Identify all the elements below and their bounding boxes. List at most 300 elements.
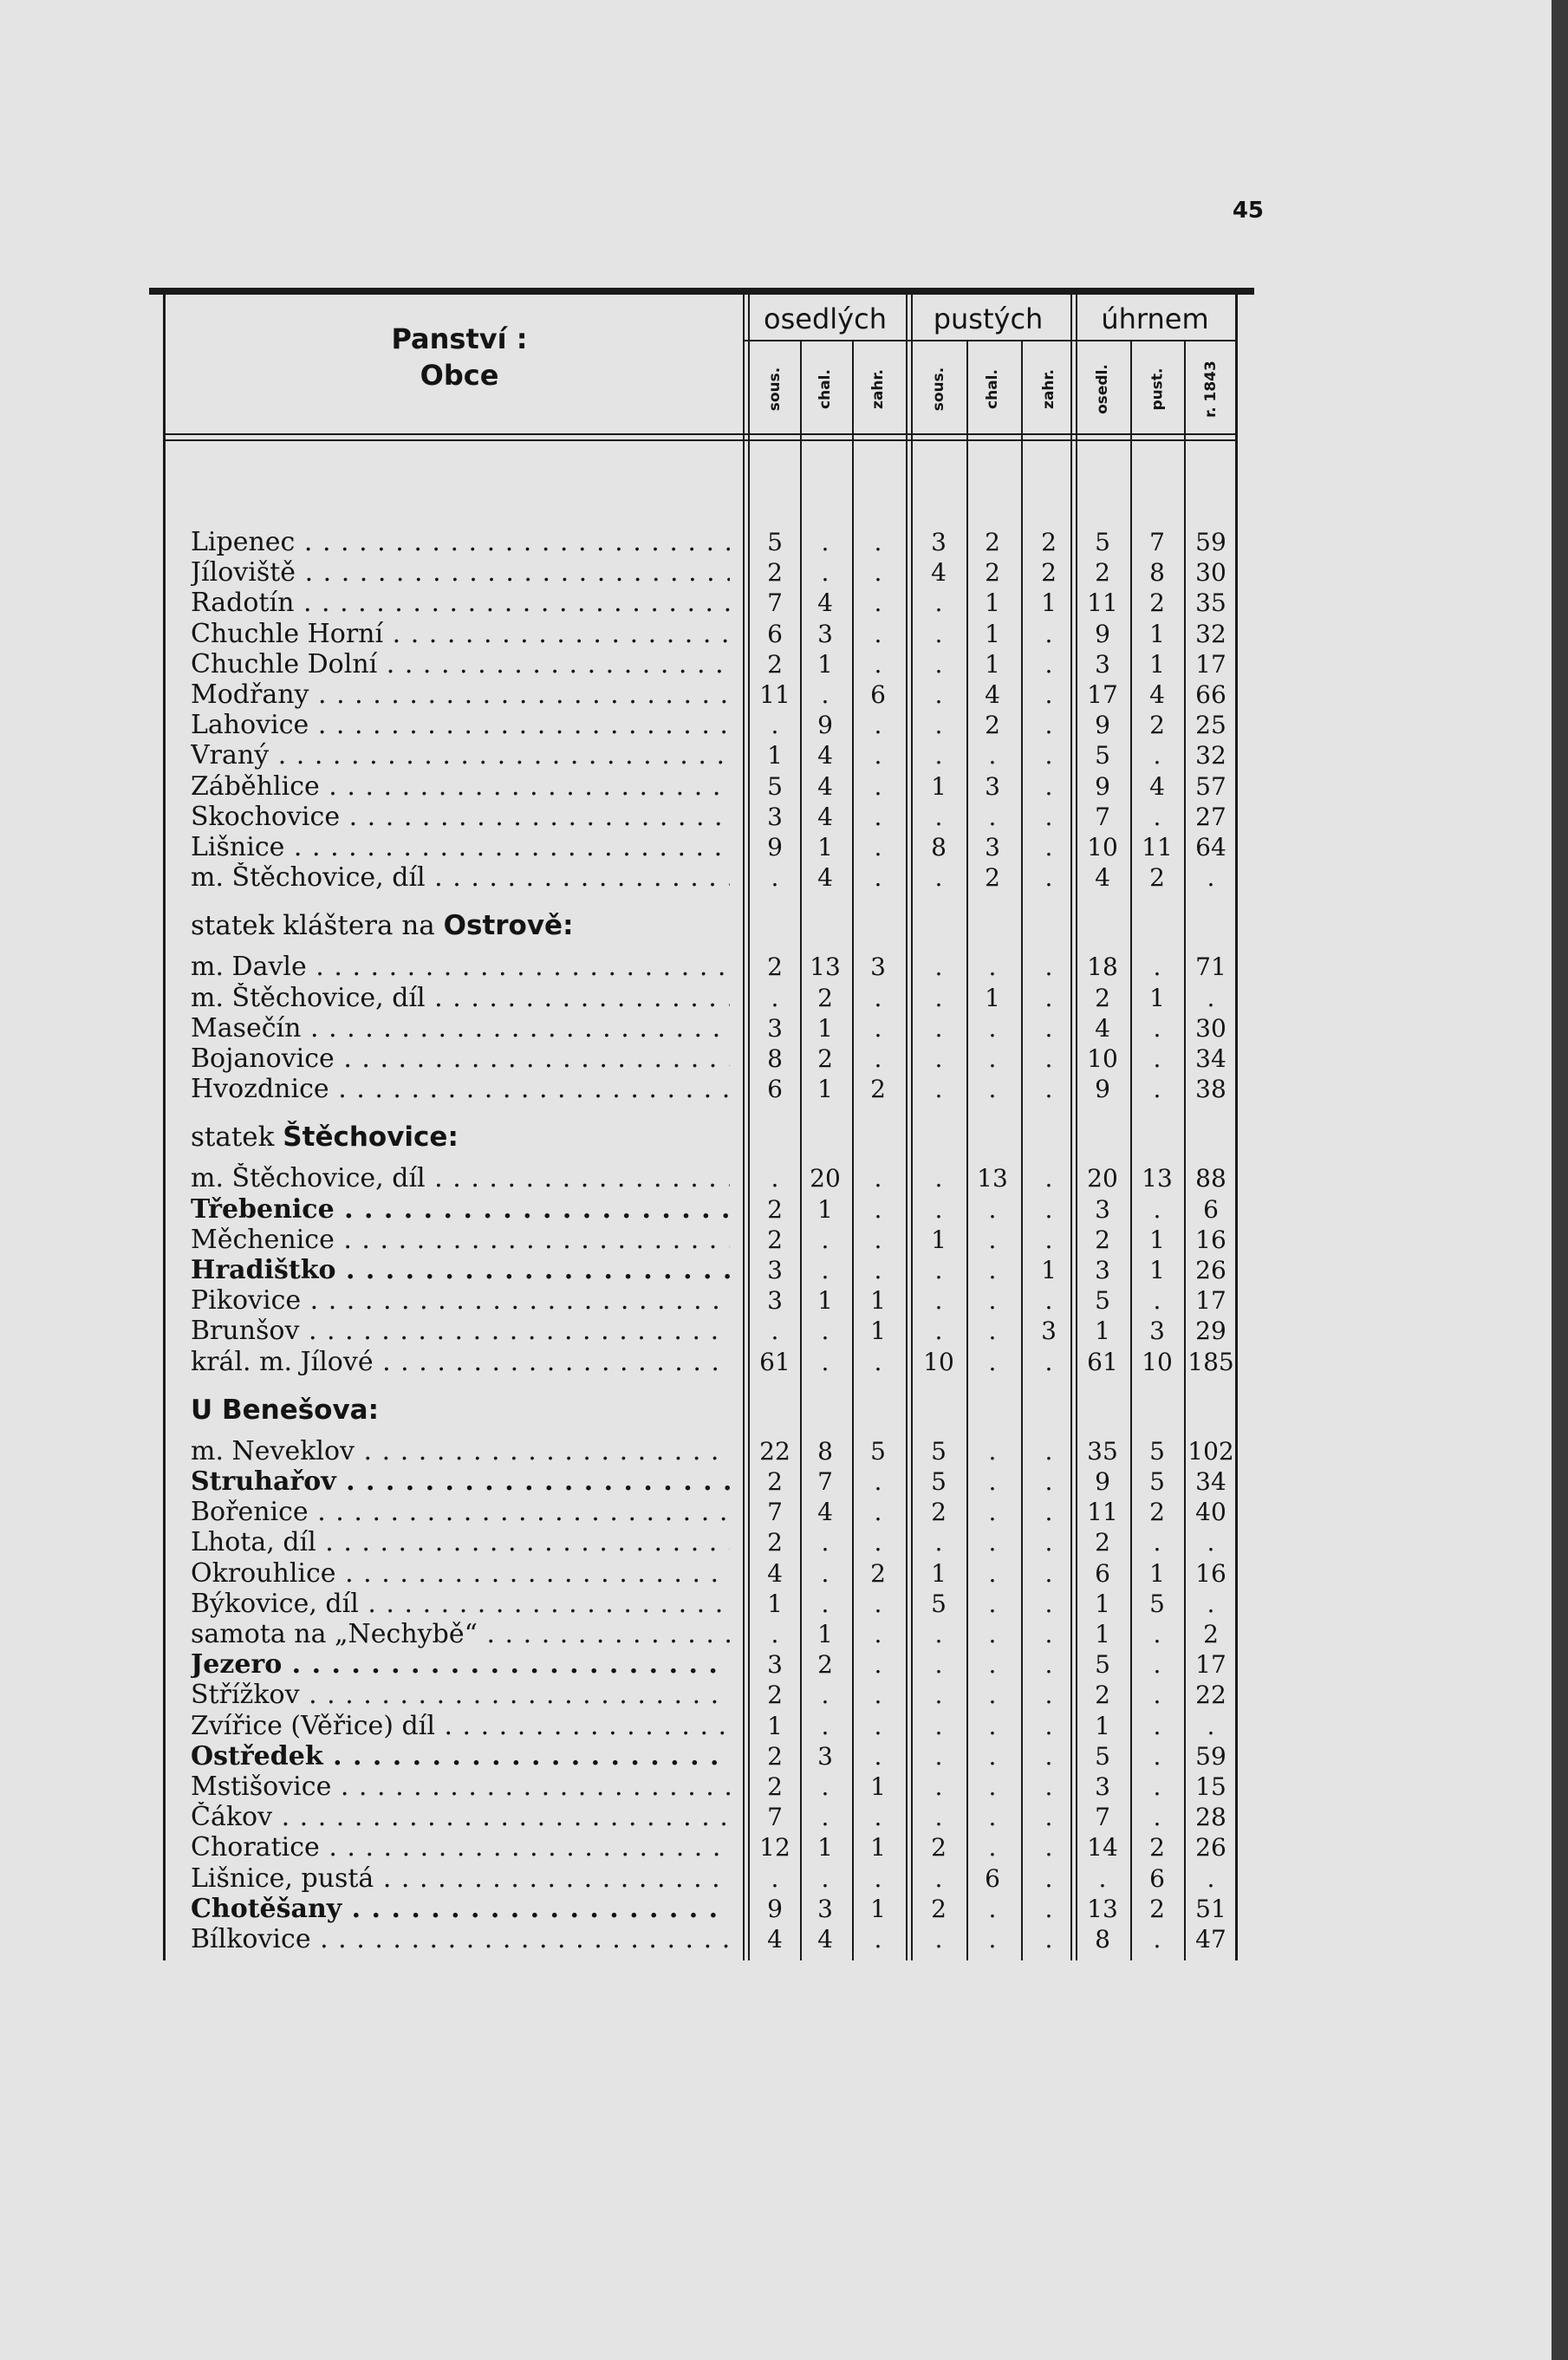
col-settled-gardeners-cell: . xyxy=(874,863,882,893)
col-deserted-farmers-cell: 5 xyxy=(931,1589,947,1618)
col-settled-gardeners-cell: . xyxy=(874,619,882,648)
col-deserted-gardeners-cell: . xyxy=(1044,983,1053,1012)
col-settled-farmers-cell: 2 xyxy=(767,558,783,588)
municipality-name: Hvozdnice . . . xyxy=(191,1074,730,1104)
col-settled-cottagers-header xyxy=(799,342,851,436)
col-settled-farmers-cell: 1 xyxy=(767,741,783,770)
col-total-1843-cell: 6 xyxy=(1203,1194,1219,1224)
col-deserted-cottagers-cell: . xyxy=(988,1467,997,1496)
municipality-name: Brunšov . . . xyxy=(191,1316,730,1346)
col-total-deserted-cell: . xyxy=(1153,1075,1161,1104)
col-deserted-gardeners-cell: . xyxy=(1044,711,1053,740)
col-total-settled-cell: 17 xyxy=(1087,680,1118,709)
municipality-name: Střížkov . . . xyxy=(191,1680,730,1710)
col-deserted-cottagers-cell: . xyxy=(988,1194,997,1224)
col-total-deserted-cell: . xyxy=(1153,1194,1161,1224)
col-settled-farmers-cell: 8 xyxy=(767,1044,783,1073)
col-total-deserted-cell: 1 xyxy=(1149,1225,1165,1254)
col-deserted-cottagers-cell: 2 xyxy=(985,863,1000,893)
table-row xyxy=(0,1013,1265,1043)
col-total-deserted-cell: . xyxy=(1153,1286,1161,1316)
col-deserted-farmers-cell: 5 xyxy=(931,1436,947,1466)
col-total-1843-cell: 88 xyxy=(1195,1164,1226,1193)
table-row xyxy=(0,1619,1265,1649)
col-deserted-farmers-cell: 2 xyxy=(931,1833,947,1863)
col-total-deserted-cell: . xyxy=(1153,1741,1161,1771)
table-row xyxy=(0,1649,1265,1680)
col-settled-cottagers-cell: 7 xyxy=(817,1467,833,1496)
col-deserted-cottagers-cell: . xyxy=(988,1044,997,1073)
col-deserted-gardeners-cell: . xyxy=(1044,1498,1053,1527)
col-settled-farmers-cell: 11 xyxy=(759,680,791,709)
col-total-settled-cell: 2 xyxy=(1095,983,1110,1012)
col-settled-farmers-cell: 2 xyxy=(767,1741,783,1771)
table-row xyxy=(0,832,1265,862)
col-deserted-farmers-cell: . xyxy=(934,588,943,618)
col-deserted-cottagers-cell: . xyxy=(988,1498,997,1527)
col-settled-gardeners-cell: 2 xyxy=(870,1558,886,1588)
col-deserted-farmers-cell: . xyxy=(934,619,943,648)
col-deserted-gardeners-cell: . xyxy=(1044,1347,1053,1376)
subheader-label: pust. xyxy=(1148,367,1166,411)
col-total-settled-cell: 35 xyxy=(1087,1436,1118,1466)
subheader-label: zahr. xyxy=(869,369,887,409)
table-row xyxy=(0,740,1265,770)
col-total-deserted-cell: . xyxy=(1153,802,1161,831)
municipality-name: m. Štěchovice, díl . . . xyxy=(191,983,730,1013)
municipality-name: m. Neveklov . . . xyxy=(191,1436,730,1466)
col-deserted-gardeners-cell: . xyxy=(1044,619,1053,648)
col-total-settled-cell: 10 xyxy=(1087,1044,1118,1073)
col-total-settled-cell: 4 xyxy=(1095,863,1110,893)
section-heading xyxy=(191,1393,379,1427)
col-settled-cottagers-cell: 3 xyxy=(817,619,833,648)
col-total-settled-cell: 1 xyxy=(1095,1711,1110,1740)
col-deserted-farmers-cell: . xyxy=(934,680,943,709)
col-total-1843-cell: 28 xyxy=(1195,1803,1226,1832)
col-settled-cottagers-cell: . xyxy=(821,1863,830,1893)
col-deserted-farmers-cell: 1 xyxy=(931,1558,947,1588)
col-total-1843-cell: 57 xyxy=(1195,771,1226,801)
col-settled-farmers-cell: 1 xyxy=(767,1589,783,1618)
page-number: 45 xyxy=(1232,198,1264,224)
col-deserted-farmers-cell: . xyxy=(934,1528,943,1557)
col-settled-gardeners-cell: 5 xyxy=(870,1436,886,1466)
col-settled-gardeners-cell: . xyxy=(874,983,882,1012)
col-deserted-farmers-cell: . xyxy=(934,1620,943,1648)
col-total-1843-cell: 34 xyxy=(1195,1467,1226,1496)
col-settled-cottagers-cell: . xyxy=(821,1589,830,1618)
col-total-1843-header xyxy=(1185,342,1237,436)
col-total-deserted-cell: 4 xyxy=(1149,771,1165,801)
col-settled-gardeners-cell: . xyxy=(874,771,882,801)
table-row xyxy=(0,557,1265,588)
municipality-name: Chotěšany . . . xyxy=(191,1894,730,1924)
municipality-name: Lhota, díl . . . xyxy=(191,1527,730,1557)
col-deserted-gardeners-cell: . xyxy=(1044,741,1053,770)
col-total-1843-cell: 29 xyxy=(1195,1317,1226,1346)
table-row xyxy=(0,983,1265,1013)
municipality-name: m. Štěchovice, díl . . . xyxy=(191,862,730,893)
col-total-1843-cell: 59 xyxy=(1195,528,1226,556)
col-deserted-cottagers-cell: . xyxy=(988,1347,997,1376)
col-deserted-gardeners-cell: . xyxy=(1044,802,1053,831)
col-total-settled-header xyxy=(1077,342,1129,436)
col-settled-farmers-cell: 61 xyxy=(759,1347,791,1376)
municipality-name: Bořenice . . . xyxy=(191,1497,730,1527)
col-settled-farmers-cell: 2 xyxy=(767,1194,783,1224)
col-settled-farmers-cell: . xyxy=(771,1620,779,1648)
col-total-settled-cell: 11 xyxy=(1087,1498,1118,1527)
col-deserted-cottagers-cell: 1 xyxy=(985,649,1000,679)
col-total-settled-cell: . xyxy=(1098,1863,1107,1893)
col-deserted-farmers-cell: . xyxy=(934,1803,943,1832)
col-total-settled-cell: 9 xyxy=(1095,1075,1110,1104)
table-row xyxy=(0,862,1265,893)
col-deserted-gardeners-cell: . xyxy=(1044,771,1053,801)
table-row xyxy=(0,1497,1265,1527)
subheader-label: chal. xyxy=(984,369,1001,409)
col-total-deserted-cell: 3 xyxy=(1149,1317,1165,1346)
col-total-deserted-cell: . xyxy=(1153,1620,1161,1648)
col-settled-farmers-cell: . xyxy=(771,711,779,740)
municipality-name: král. m. Jílové . . . xyxy=(191,1347,730,1377)
table-row xyxy=(0,527,1265,557)
col-total-deserted-cell: . xyxy=(1153,1681,1161,1710)
col-deserted-farmers-cell: . xyxy=(934,741,943,770)
group-header-deserted: pustých xyxy=(933,302,1044,335)
col-total-1843-cell: 66 xyxy=(1195,680,1226,709)
col-total-1843-cell: 47 xyxy=(1195,1925,1226,1954)
col-settled-cottagers-cell: . xyxy=(821,1681,830,1710)
col-total-1843-cell: 59 xyxy=(1195,1741,1226,1771)
table-row xyxy=(0,771,1265,802)
municipality-name: Jezero . . . xyxy=(191,1649,730,1680)
col-deserted-farmers-cell: . xyxy=(934,1772,943,1801)
table-row xyxy=(0,679,1265,710)
col-total-deserted-cell: 6 xyxy=(1149,1863,1165,1893)
col-deserted-gardeners-cell: . xyxy=(1044,1075,1053,1104)
municipality-name: Lišnice, pustá . . . xyxy=(191,1863,730,1894)
table-row xyxy=(0,1316,1265,1346)
col-deserted-gardeners-cell: . xyxy=(1044,1589,1053,1618)
municipality-name: Vraný . . . xyxy=(191,740,730,770)
col-settled-farmers-cell: 2 xyxy=(767,1225,783,1254)
subheader-label: r. 1843 xyxy=(1202,361,1220,418)
col-deserted-cottagers-cell: 2 xyxy=(985,558,1000,588)
col-deserted-farmers-cell: . xyxy=(934,1681,943,1710)
col-settled-gardeners-cell: . xyxy=(874,711,882,740)
col-settled-cottagers-cell: 4 xyxy=(817,863,833,893)
col-settled-cottagers-cell: 2 xyxy=(817,1650,833,1680)
col-settled-cottagers-cell: . xyxy=(821,558,830,588)
col-deserted-gardeners-cell: . xyxy=(1044,1044,1053,1073)
col-settled-gardeners-cell: . xyxy=(874,1528,882,1557)
col-deserted-cottagers-cell: . xyxy=(988,1528,997,1557)
col-total-1843-cell: 32 xyxy=(1195,741,1226,770)
municipality-name: Čákov . . . xyxy=(191,1802,730,1832)
table-row xyxy=(0,1558,1265,1589)
col-deserted-cottagers-cell: . xyxy=(988,952,997,982)
col-settled-cottagers-cell: . xyxy=(821,1317,830,1346)
table-row xyxy=(0,1894,1265,1924)
col-settled-gardeners-cell: . xyxy=(874,649,882,679)
col-settled-gardeners-cell: . xyxy=(874,741,882,770)
col-settled-gardeners-cell: 6 xyxy=(870,680,886,709)
col-settled-gardeners-cell: . xyxy=(874,1225,882,1254)
municipality-name: Lišnice . . . xyxy=(191,832,730,862)
municipality-name: Chuchle Dolní . . . xyxy=(191,649,730,679)
group-header-total: úhrnem xyxy=(1101,302,1209,335)
col-settled-farmers-cell: 3 xyxy=(767,1286,783,1316)
col-total-settled-cell: 18 xyxy=(1087,952,1118,982)
subheader-label: sous. xyxy=(765,367,784,412)
municipality-name: Lahovice . . . xyxy=(191,710,730,740)
subheader-label: chal. xyxy=(817,369,834,409)
col-deserted-gardeners-cell: . xyxy=(1044,1863,1053,1893)
col-settled-farmers-cell: 1 xyxy=(767,1711,783,1740)
col-settled-cottagers-cell: . xyxy=(821,528,830,556)
col-total-1843-cell: 17 xyxy=(1195,1286,1226,1316)
col-total-settled-cell: 2 xyxy=(1095,1681,1110,1710)
col-settled-gardeners-cell: . xyxy=(874,1498,882,1527)
col-total-deserted-cell: 2 xyxy=(1149,711,1165,740)
col-deserted-gardeners-cell: 1 xyxy=(1041,1256,1057,1284)
col-settled-cottagers-cell: 4 xyxy=(817,741,833,770)
col-settled-farmers-cell: 22 xyxy=(759,1436,791,1466)
col-total-1843-cell: 26 xyxy=(1195,1256,1226,1284)
col-total-deserted-cell: . xyxy=(1153,1772,1161,1801)
section-heading-text: statek kláštera na xyxy=(191,910,444,942)
col-settled-gardeners-cell: . xyxy=(874,1347,882,1376)
col-total-deserted-cell: 2 xyxy=(1149,1833,1165,1863)
col-deserted-farmers-cell: 3 xyxy=(931,528,947,556)
col-total-settled-cell: 2 xyxy=(1095,1528,1110,1557)
col-total-settled-cell: 5 xyxy=(1095,1741,1110,1771)
col-settled-gardeners-cell: . xyxy=(874,1863,882,1893)
section-heading-text: statek xyxy=(191,1121,283,1154)
col-total-deserted-cell: . xyxy=(1153,1711,1161,1740)
col-deserted-gardeners-cell: . xyxy=(1044,1894,1053,1923)
col-deserted-cottagers-cell: 1 xyxy=(985,619,1000,648)
municipality-name: Záběhlice . . . xyxy=(191,771,730,802)
col-deserted-gardeners-cell: . xyxy=(1044,1467,1053,1496)
col-deserted-cottagers-cell: . xyxy=(988,1436,997,1466)
row-header-title: Panství : xyxy=(391,322,528,355)
col-deserted-gardeners-cell: . xyxy=(1044,1013,1053,1043)
group-underline xyxy=(743,340,1235,341)
col-deserted-farmers-cell: . xyxy=(934,1741,943,1771)
col-deserted-gardeners-cell: . xyxy=(1044,1772,1053,1801)
col-settled-cottagers-cell: . xyxy=(821,1225,830,1254)
col-total-1843-cell: 17 xyxy=(1195,649,1226,679)
col-settled-cottagers-cell: 1 xyxy=(817,1286,833,1316)
municipality-name: Modřany . . . xyxy=(191,679,730,710)
col-total-1843-cell: 15 xyxy=(1195,1772,1226,1801)
col-settled-gardeners-cell: . xyxy=(874,1620,882,1648)
col-settled-cottagers-cell: . xyxy=(821,1711,830,1740)
col-deserted-farmers-cell: 1 xyxy=(931,771,947,801)
col-total-settled-cell: 1 xyxy=(1095,1620,1110,1648)
municipality-name: Ostředek . . . xyxy=(191,1741,730,1772)
col-deserted-farmers-cell: 1 xyxy=(931,1225,947,1254)
col-settled-gardeners-cell: 1 xyxy=(870,1833,886,1863)
col-total-1843-cell: 38 xyxy=(1195,1075,1226,1104)
table-row xyxy=(0,1436,1265,1466)
col-deserted-farmers-header xyxy=(913,342,965,436)
col-settled-cottagers-cell: . xyxy=(821,1347,830,1376)
col-total-settled-cell: 9 xyxy=(1095,771,1110,801)
row-header-subtitle: Obce xyxy=(420,359,499,392)
municipality-name: Choratice . . . xyxy=(191,1832,730,1863)
col-deserted-farmers-cell: . xyxy=(934,1925,943,1954)
col-total-deserted-cell: 2 xyxy=(1149,1894,1165,1923)
col-total-deserted-cell: . xyxy=(1153,741,1161,770)
col-deserted-gardeners-header xyxy=(1023,342,1075,436)
municipality-name: Masečín . . . xyxy=(191,1013,730,1043)
col-total-deserted-cell: 10 xyxy=(1142,1347,1173,1376)
col-settled-gardeners-cell: . xyxy=(874,1589,882,1618)
col-total-settled-cell: 8 xyxy=(1095,1925,1110,1954)
col-total-settled-cell: 1 xyxy=(1095,1589,1110,1618)
col-total-deserted-cell: 5 xyxy=(1149,1436,1165,1466)
col-settled-cottagers-cell: 1 xyxy=(817,1833,833,1863)
col-settled-cottagers-cell: 13 xyxy=(810,952,841,982)
col-total-settled-cell: 1 xyxy=(1095,1317,1110,1346)
table-top-rule xyxy=(149,288,1254,295)
col-settled-cottagers-cell: . xyxy=(821,680,830,709)
municipality-name: Pikovice . . . xyxy=(191,1285,730,1316)
col-total-deserted-cell: . xyxy=(1153,952,1161,982)
col-settled-gardeners-cell: 1 xyxy=(870,1894,886,1923)
col-settled-gardeners-cell: . xyxy=(874,1044,882,1073)
col-settled-farmers-cell: 3 xyxy=(767,1256,783,1284)
col-settled-cottagers-cell: . xyxy=(821,1803,830,1832)
col-deserted-cottagers-cell: . xyxy=(988,802,997,831)
col-total-1843-cell: . xyxy=(1207,1589,1215,1618)
col-settled-gardeners-cell: 1 xyxy=(870,1317,886,1346)
table-row xyxy=(0,1772,1265,1802)
col-total-1843-cell: 51 xyxy=(1195,1894,1226,1923)
col-settled-cottagers-cell: . xyxy=(821,1558,830,1588)
col-deserted-farmers-cell: . xyxy=(934,1711,943,1740)
col-settled-gardeners-cell: . xyxy=(874,1711,882,1740)
col-deserted-gardeners-cell: . xyxy=(1044,1286,1053,1316)
table-row xyxy=(0,1255,1265,1285)
municipality-name: Chuchle Horní . . . xyxy=(191,619,730,649)
table-row xyxy=(0,619,1265,649)
municipality-name: Bojanovice . . . xyxy=(191,1043,730,1074)
table-row xyxy=(0,1043,1265,1074)
col-total-settled-cell: 5 xyxy=(1095,528,1110,556)
municipality-name: samota na „Nechybě“ . . . xyxy=(191,1619,730,1649)
col-settled-farmers-cell: 2 xyxy=(767,1528,783,1557)
section-heading xyxy=(191,1120,459,1154)
col-deserted-farmers-cell: . xyxy=(934,1317,943,1346)
col-deserted-farmers-cell: 4 xyxy=(931,558,947,588)
col-deserted-gardeners-cell: . xyxy=(1044,1650,1053,1680)
col-settled-cottagers-cell: . xyxy=(821,1256,830,1284)
col-deserted-farmers-cell: . xyxy=(934,1013,943,1043)
section-heading-bold: Ostrově: xyxy=(443,910,574,942)
col-deserted-cottagers-cell: 3 xyxy=(985,833,1000,861)
col-total-settled-cell: 5 xyxy=(1095,741,1110,770)
col-total-deserted-cell: 4 xyxy=(1149,680,1165,709)
col-settled-farmers-cell: . xyxy=(771,1317,779,1346)
col-total-deserted-cell: 1 xyxy=(1149,1558,1165,1588)
col-total-1843-cell: . xyxy=(1207,1711,1215,1740)
col-settled-cottagers-cell: 20 xyxy=(810,1164,841,1193)
col-settled-cottagers-cell: 8 xyxy=(817,1436,833,1466)
col-deserted-cottagers-cell: . xyxy=(988,1681,997,1710)
col-deserted-gardeners-cell: 1 xyxy=(1041,588,1057,618)
group-header-settled: osedlých xyxy=(764,302,887,335)
col-deserted-gardeners-cell: . xyxy=(1044,833,1053,861)
col-settled-farmers-cell: 3 xyxy=(767,802,783,831)
col-total-settled-cell: 61 xyxy=(1087,1347,1118,1376)
col-settled-gardeners-cell: . xyxy=(874,1256,882,1284)
col-deserted-cottagers-cell: 1 xyxy=(985,588,1000,618)
col-deserted-cottagers-cell: . xyxy=(988,1833,997,1863)
col-total-settled-cell: 2 xyxy=(1095,1225,1110,1254)
col-deserted-cottagers-cell: 2 xyxy=(985,528,1000,556)
col-total-1843-cell: . xyxy=(1207,1528,1215,1557)
col-settled-cottagers-cell: 9 xyxy=(817,711,833,740)
col-deserted-gardeners-cell: . xyxy=(1044,1711,1053,1740)
col-settled-gardeners-cell: . xyxy=(874,1164,882,1193)
municipality-name: Měchenice . . . xyxy=(191,1225,730,1255)
col-total-1843-cell: 25 xyxy=(1195,711,1226,740)
municipality-name: Bílkovice . . . xyxy=(191,1924,730,1954)
col-settled-farmers-cell: 2 xyxy=(767,952,783,982)
col-total-settled-cell: 4 xyxy=(1095,1013,1110,1043)
col-deserted-farmers-cell: . xyxy=(934,1650,943,1680)
col-settled-farmers-cell: 3 xyxy=(767,1013,783,1043)
municipality-name: Jíloviště . . . xyxy=(191,557,730,588)
col-settled-gardeners-cell: . xyxy=(874,1681,882,1710)
table-row xyxy=(0,1163,1265,1193)
table-row xyxy=(0,1194,1265,1225)
col-settled-gardeners-cell: . xyxy=(874,1013,882,1043)
col-total-deserted-cell: 7 xyxy=(1149,528,1165,556)
col-deserted-farmers-cell: . xyxy=(934,1044,943,1073)
col-deserted-gardeners-cell: . xyxy=(1044,1681,1053,1710)
col-deserted-farmers-cell: 8 xyxy=(931,833,947,861)
table-row xyxy=(0,1225,1265,1255)
col-settled-farmers-cell: 2 xyxy=(767,1467,783,1496)
municipality-name: Skochovice . . . xyxy=(191,802,730,832)
col-deserted-cottagers-cell: . xyxy=(988,1772,997,1801)
col-deserted-gardeners-cell: . xyxy=(1044,680,1053,709)
col-settled-cottagers-cell: 4 xyxy=(817,802,833,831)
col-deserted-gardeners-cell: . xyxy=(1044,1164,1053,1193)
section-heading xyxy=(191,908,573,943)
col-deserted-cottagers-cell: . xyxy=(988,1225,997,1254)
col-deserted-gardeners-cell: . xyxy=(1044,1741,1053,1771)
col-total-deserted-cell: 5 xyxy=(1149,1589,1165,1618)
col-total-deserted-cell: 1 xyxy=(1149,1256,1165,1284)
col-total-1843-cell: 32 xyxy=(1195,619,1226,648)
col-settled-farmers-cell: 9 xyxy=(767,1894,783,1923)
col-settled-cottagers-cell: 2 xyxy=(817,983,833,1012)
col-settled-cottagers-cell: . xyxy=(821,1528,830,1557)
col-settled-cottagers-cell: 3 xyxy=(817,1894,833,1923)
col-settled-farmers-cell: 7 xyxy=(767,588,783,618)
table-row xyxy=(0,1466,1265,1497)
col-deserted-farmers-cell: . xyxy=(934,1075,943,1104)
municipality-name: Lipenec . . . xyxy=(191,527,730,557)
col-settled-farmers-cell: . xyxy=(771,1164,779,1193)
